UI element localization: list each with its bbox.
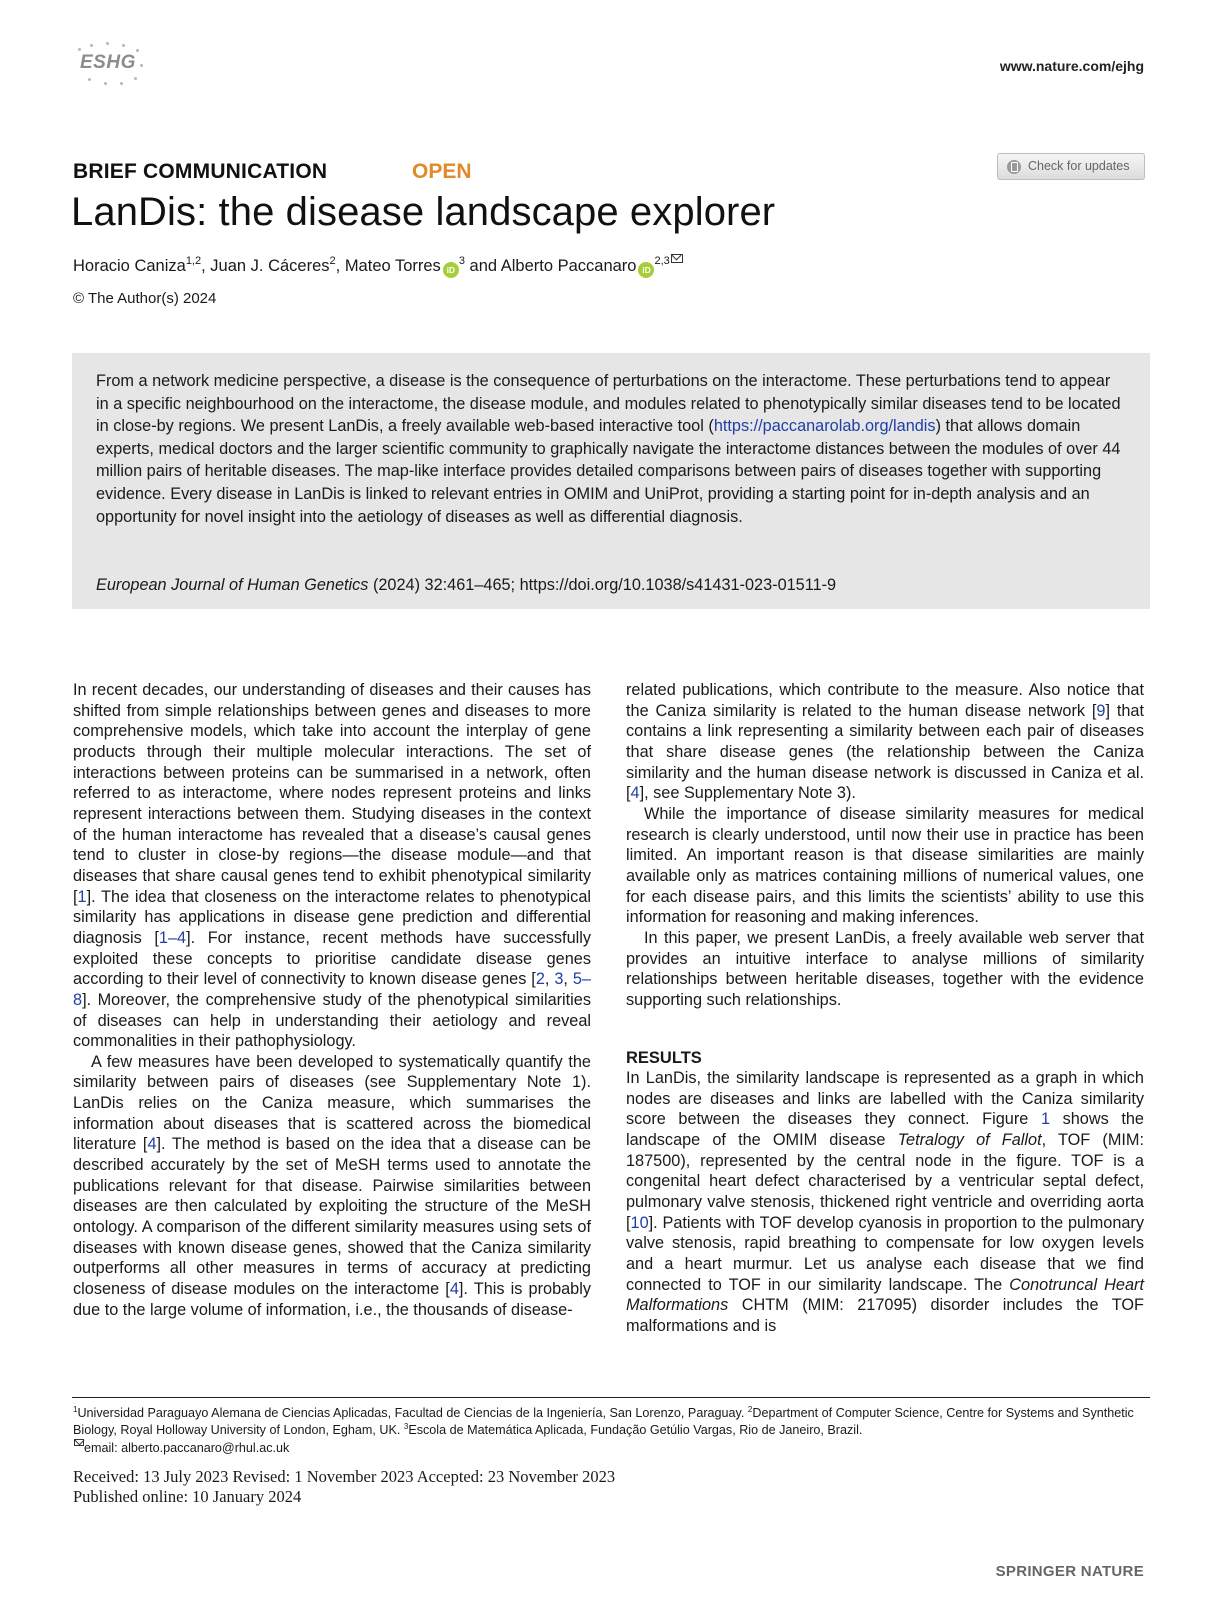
logo-star-icon: [122, 44, 125, 47]
article-dates: [73, 1467, 615, 1507]
right-column: [626, 680, 1144, 1337]
author-separator: ,: [335, 257, 345, 275]
check-for-updates-label: Check for updates: [1028, 159, 1130, 173]
logo-star-icon: [88, 78, 91, 81]
text-run: ]. For instance, recent methods have successfully exploited these concepts to prioritise candidate disease genes according to their level of connectivity to known disease genes [: [73, 928, 591, 989]
abstract-text: [96, 370, 1126, 528]
text-run: ,: [544, 970, 555, 989]
left-column: [73, 680, 591, 1320]
reference-link[interactable]: 1: [77, 887, 87, 906]
author-name[interactable]: Juan J. Cáceres: [210, 257, 330, 275]
author-affiliation: 2: [329, 255, 336, 267]
body-paragraph: While the importance of disease similarity measures for medical research is clearly understood, until now their use in practice has been limited. An important reason is that disease similarities are mainly available only as matrices containing millions of numerical values, one for each disease pairs, and this limits the scientists’ ability to use this information for reasoning and making inferences.: [626, 804, 1144, 927]
author-affiliation: 1,2: [185, 255, 202, 267]
author-name[interactable]: Alberto Paccanaro: [500, 257, 637, 275]
affiliation-number: 3: [403, 1422, 409, 1431]
text-run: CHTM (MIM: 217095) disorder includes the TOF malformations and is: [626, 1296, 1144, 1336]
citation-journal: European Journal of Human Genetics: [96, 576, 369, 594]
text-run: ]. Patients with TOF develop cyanosis in proportion to the pulmonary valve stenosis, rapid breathing to compensate for low oxygen levels and a heart murmur. Let us analyse each disease that we find connected to TOF in our similarity landscape. The: [626, 1213, 1144, 1294]
affiliation-text: Universidad Paraguayo Alemana de Ciencias Aplicadas, Facultad de Ciencias de la Ingeniería, San Lorenzo, Paraguay.: [77, 1406, 748, 1420]
mail-icon: [74, 1439, 84, 1446]
text-run: A few measures have been developed to systematically quantify the similarity between pairs of diseases (see Supplementary Note 1). LanDis relies on the Caniza measure, which summarises the information about diseases that is scattered across the biomedical literature [: [73, 1052, 591, 1154]
logo-star-icon: [134, 77, 137, 80]
footer-divider: [72, 1397, 1150, 1398]
logo-star-icon: [140, 64, 143, 67]
reference-link[interactable]: 10: [630, 1213, 649, 1232]
logo-star-icon: [136, 49, 139, 52]
logo-star-icon: [120, 82, 123, 85]
reference-link[interactable]: 4: [630, 784, 640, 803]
springer-nature-logo: SPRINGER NATURE: [995, 1563, 1144, 1580]
author-list: [73, 254, 683, 278]
body-paragraph-continued: [626, 680, 1144, 804]
logo-star-icon: [78, 48, 81, 51]
text-run: ]. The idea that closeness on the interactome relates to phenotypical similarity has applications in disease gene prediction and differential diagnosis [: [73, 887, 591, 947]
body-paragraph: [73, 680, 591, 1052]
copyright-notice: © The Author(s) 2024: [73, 290, 217, 307]
bookmark-icon: [1007, 160, 1021, 174]
text-run: In LanDis, the similarity landscape is represented as a graph in which nodes are diseases and links are labelled with the Caniza similarity score between the diseases they connect. Figure: [626, 1069, 1144, 1129]
figure-link[interactable]: 1: [1040, 1110, 1050, 1129]
reference-link[interactable]: 9: [1096, 701, 1106, 720]
author-name[interactable]: Mateo Torres: [344, 257, 441, 275]
text-run: ,: [563, 970, 573, 989]
text-run: ], see Supplementary Note 3).: [639, 784, 856, 803]
reference-link[interactable]: 1–4: [158, 928, 187, 947]
affiliations: [73, 1405, 1151, 1457]
eshg-logo: ESHG: [76, 44, 148, 84]
reference-link[interactable]: 4: [147, 1135, 157, 1154]
orcid-icon[interactable]: iD: [638, 262, 654, 278]
abstract-text-part: From a network medicine perspective, a disease is the consequence of perturbations on the interactome. These perturbations tend to appear in a specific neighbourhood on the interactome, the disease module, and modules related to phenotypically similar diseases tend to be located in close-by regions. We present LanDis, a freely available web-based interactive tool (: [96, 372, 1121, 436]
affiliation-text: Department of Computer Science, Centre for Systems and Synthetic Biology, Royal Holloway University of London, Egham, UK.: [73, 1406, 1134, 1437]
text-run: ]. Moreover, the comprehensive study of the phenotypical similarities of diseases can help in understanding their aetiology and reveal commonalities in their pathophysiology.: [73, 990, 591, 1051]
section-heading-results: RESULTS: [626, 1048, 702, 1067]
body-paragraph: [73, 1052, 591, 1321]
article-type-label: BRIEF COMMUNICATION: [73, 160, 328, 183]
author-separator: ,: [201, 257, 211, 275]
text-run: ]. This is probably due to the large volume of information, i.e., the thousands of disease-: [73, 1280, 591, 1319]
article-title: LanDis: the disease landscape explorer: [71, 190, 776, 234]
abstract-text-part: ) that allows domain experts, medical doctors and the larger scientific community to graphically navigate the interactome distances between the modules of over 44 million pairs of heritable diseases. The map-like interface provides detailed comparisons between pairs of diseases together with supporting evidence. Every disease in LanDis is linked to relevant entries in OMIM and UniProt, providing a starting point for in-depth analysis and an opportunity for novel insight into the aetiology of diseases as well as differential diagnosis.: [96, 417, 1121, 526]
open-access-label: OPEN: [412, 160, 472, 183]
corresponding-email[interactable]: email: alberto.paccanaro@rhul.ac.uk: [84, 1441, 290, 1455]
received-dates: Received: 13 July 2023 Revised: 1 November 2023 Accepted: 23 November 2023: [73, 1467, 616, 1486]
citation: [96, 576, 836, 595]
author-name[interactable]: Horacio Caniza: [73, 257, 186, 275]
text-run: related publications, which contribute to the measure. Also notice that the Caniza similarity is related to the human disease network [: [626, 681, 1144, 720]
journal-url[interactable]: www.nature.com/ejhg: [999, 58, 1144, 74]
affiliation-text: Escola de Matemática Aplicada, Fundação Getúlio Vargas, Rio de Janeiro, Brazil.: [408, 1423, 863, 1437]
affiliation-number: 2: [747, 1405, 753, 1414]
logo-star-icon: [104, 82, 107, 85]
author-separator: and: [464, 257, 501, 275]
logo-star-icon: [90, 44, 93, 47]
citation-details[interactable]: (2024) 32:461–465; https://doi.org/10.1038/s41431-023-01511-9: [368, 576, 837, 594]
check-for-updates-button[interactable]: [997, 153, 1145, 180]
logo-star-icon: [106, 42, 109, 45]
author-affiliation: 3: [458, 255, 465, 267]
text-run: In recent decades, our understanding of diseases and their causes has shifted from simple relationships between genes and diseases to more comprehensive models, which take into account the interplay of gene products through their multiple molecular interactions. The set of interactions between proteins can be summarised in a network, often referred to as interactome, where nodes represent proteins and links represent interactions between them. Studying diseases in the context of the human interactome has revealed that a disease’s causal genes tend to cluster in close-by regions—the disease module—and that diseases that share causal genes tend to exhibit phenotypical similarity [: [73, 681, 591, 906]
reference-link[interactable]: 5–8: [73, 970, 591, 1009]
disease-name: Conotruncal Heart Malformations: [626, 1275, 1144, 1315]
body-paragraph: [626, 1068, 1144, 1337]
orcid-icon[interactable]: iD: [443, 262, 459, 278]
text-run: ]. The method is based on the idea that a disease can be described accurately by the set of MeSH terms used to annotate the publications relevant for that disease. Pairwise similarities between diseases are then calculated by exploiting the structure of the MeSH ontology. A comparison of the different similarity measures using sets of diseases with known disease genes, showed that the Caniza similarity outperforms all other measures in terms of accuracy at predicting closeness of disease modules on the interactome [: [73, 1135, 591, 1299]
published-date: Published online: 10 January 2024: [73, 1487, 302, 1506]
text-run: , TOF (MIM: 187500), represented by the central node in the figure. TOF is a congenital heart defect characterised by a ventricular septal defect, pulmonary valve stenosis, thickened right ventricle and overriding aorta [: [626, 1131, 1144, 1232]
body-paragraph: In this paper, we present LanDis, a freely available web server that provides an intuitive interface to analyse millions of similarity relationships between heritable diseases, together with the evidence supporting such relationships.: [626, 928, 1144, 1009]
disease-name: Tetralogy of Fallot: [897, 1131, 1042, 1150]
reference-link[interactable]: 2: [535, 970, 545, 989]
text-run: shows the landscape of the OMIM disease: [626, 1110, 1144, 1150]
text-run: ] that contains a link representing a similarity between each pair of diseases that share disease genes (the relationship between the Caniza similarity and the human disease network is discussed in Caniza et al. [: [626, 701, 1144, 803]
reference-link[interactable]: 3: [554, 970, 564, 989]
landis-link[interactable]: https://paccanarolab.org/landis: [713, 417, 936, 436]
mail-icon[interactable]: [671, 254, 683, 263]
reference-link[interactable]: 4: [449, 1280, 459, 1299]
affiliation-number: 1: [73, 1405, 78, 1414]
author-affiliation: 2,3: [654, 255, 670, 267]
